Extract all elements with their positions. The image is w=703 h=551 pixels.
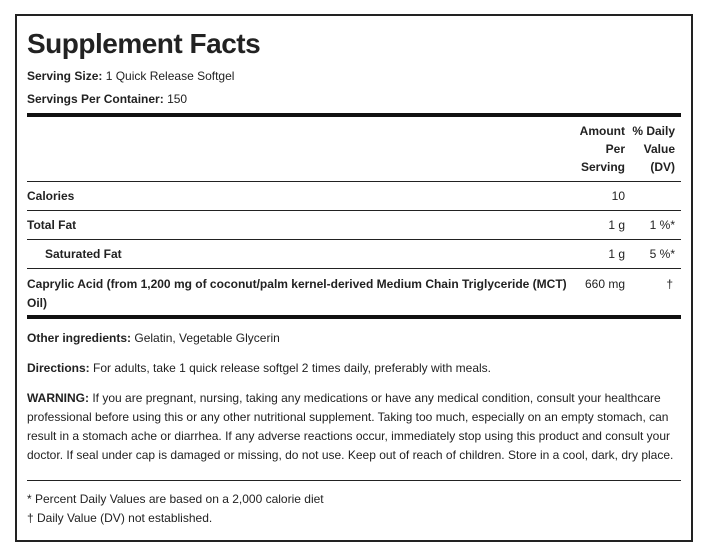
panel-title: Supplement Facts bbox=[27, 28, 261, 59]
footnotes bbox=[27, 490, 681, 528]
dv-header-line1: % Daily bbox=[632, 124, 675, 138]
footnote-percent-daily-value: * Percent Daily Values are based on a 2,000 calorie diet bbox=[27, 492, 324, 506]
nutrient-amount: 10 bbox=[611, 189, 625, 203]
divider bbox=[27, 239, 681, 240]
nutrient-daily-value: 5 %* bbox=[649, 247, 675, 261]
warning-label: WARNING: bbox=[27, 391, 89, 405]
nutrient-name: Calories bbox=[27, 189, 75, 203]
other-ingredients-text: Gelatin, Vegetable Glycerin bbox=[134, 331, 280, 345]
amount-header-line1: Amount bbox=[579, 124, 625, 138]
warning-line1: If you are pregnant, nursing, taking any medications or have any medical condition, consult your healthcare bbox=[92, 391, 661, 405]
directions bbox=[27, 359, 681, 378]
amount-header-line3: Serving bbox=[580, 160, 625, 174]
nutrient-daily-value: † bbox=[666, 277, 673, 291]
nutrient-name: Saturated Fat bbox=[45, 247, 122, 261]
other-ingredients bbox=[27, 329, 681, 348]
nutrient-amount: 1 g bbox=[608, 218, 625, 232]
warning bbox=[27, 389, 681, 465]
footnote-dagger: † Daily Value (DV) not established. bbox=[27, 511, 213, 525]
other-ingredients-label: Other ingredients: bbox=[27, 331, 132, 345]
directions-text: For adults, take 1 quick release softgel 2 times daily, preferably with meals. bbox=[93, 361, 491, 375]
divider bbox=[27, 480, 681, 481]
nutrient-name: Total Fat bbox=[27, 218, 77, 232]
warning-line2: professional before using this or any other nutritional supplement. Taking too much, especially on an empty stomach, can bbox=[27, 410, 669, 424]
servings-per-container-label: Servings Per Container: bbox=[27, 92, 164, 106]
serving-size bbox=[27, 69, 234, 83]
divider bbox=[27, 268, 681, 269]
nutrient-name-line2: Oil) bbox=[27, 296, 47, 310]
serving-size-label: Serving Size: bbox=[27, 69, 103, 83]
column-header-amount bbox=[580, 122, 625, 176]
warning-line3: result in a stomach ache or diarrhea. If any adverse reactions occur, immediately stop using this product and consult your bbox=[27, 429, 670, 443]
divider bbox=[27, 181, 681, 182]
nutrient-amount: 660 mg bbox=[584, 277, 625, 291]
divider-thick-bottom bbox=[27, 315, 681, 319]
serving-size-value: 1 Quick Release Softgel bbox=[105, 69, 235, 83]
nutrient-name bbox=[27, 275, 567, 313]
servings-per-container-value: 150 bbox=[167, 92, 188, 106]
dv-header-line2: Value bbox=[643, 142, 675, 156]
supplement-facts-panel bbox=[15, 14, 693, 542]
nutrient-amount: 1 g bbox=[608, 247, 625, 261]
dv-header-line3: (DV) bbox=[650, 160, 675, 174]
divider bbox=[27, 210, 681, 211]
amount-header-line2: Per bbox=[605, 142, 625, 156]
warning-line4: doctor. If seal under cap is damaged or missing, do not use. Keep out of reach of children. Store in a cool, dark, dry place. bbox=[27, 448, 674, 462]
nutrient-daily-value: 1 %* bbox=[649, 218, 675, 232]
divider-thick-top bbox=[27, 113, 681, 117]
servings-per-container bbox=[27, 92, 187, 106]
directions-label: Directions: bbox=[27, 361, 90, 375]
nutrient-name-line1: Caprylic Acid (from 1,200 mg of coconut/palm kernel-derived Medium Chain Triglyceride (MCT) bbox=[27, 277, 567, 291]
column-header-daily-value bbox=[632, 122, 675, 176]
